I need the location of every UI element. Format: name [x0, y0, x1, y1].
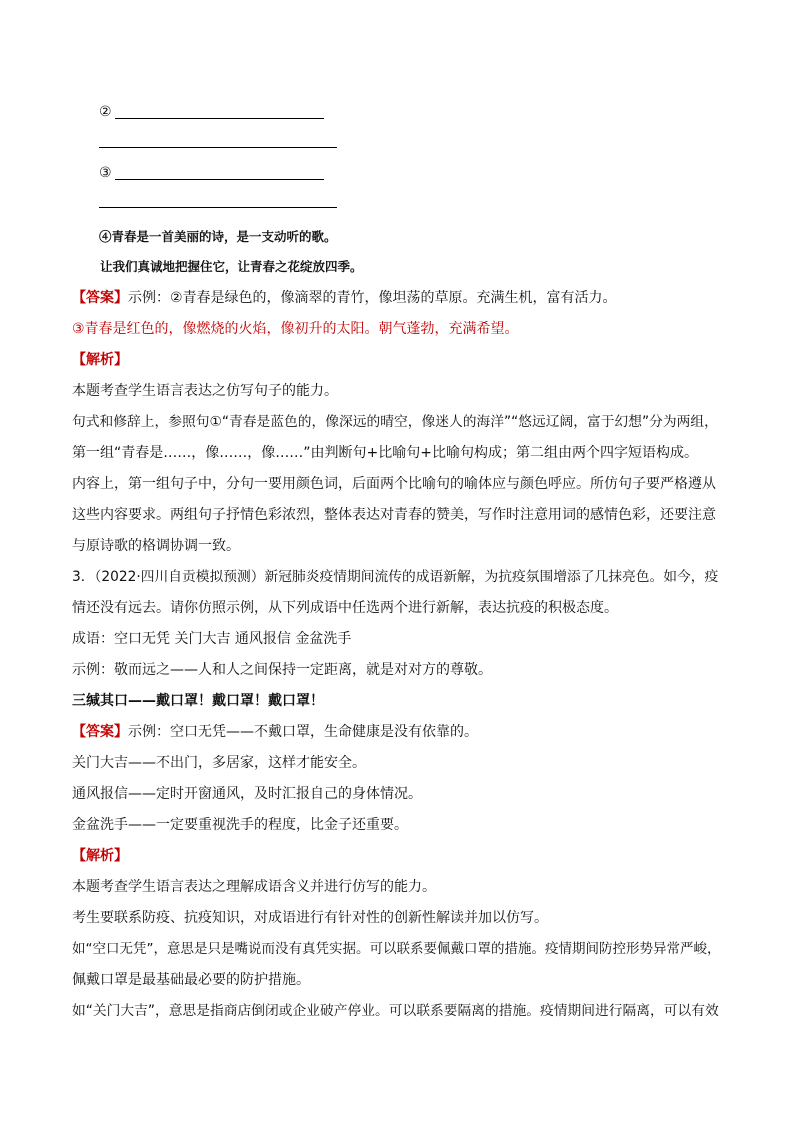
q3-stem-line-2: 情还没有远去。请你仿照示例，从下列成语中任选两个进行新解，表达抗疫的积极态度。 [72, 600, 618, 616]
q3-analysis-line-4: 佩戴口罩是最基础最必要的防护措施。 [72, 972, 310, 988]
q3-stem-line-1: 3．（2022·四川自贡模拟预测）新冠肺炎疫情期间流传的成语新解，为抗疫氛围增添了几抹亮色。如今，疫 [72, 569, 719, 585]
q2-analysis-line-1: 本题考查学生语言表达之仿写句子的能力。 [72, 383, 338, 399]
q3-answer-line-3: 通风报信——定时开窗通风，及时汇报自己的身体情况。 [72, 786, 422, 802]
q2-analysis-tag: 【解析】 [72, 352, 128, 368]
blank-3-line-a [115, 179, 324, 180]
q3-analysis-line-1: 本题考查学生语言表达之理解成语含义并进行仿写的能力。 [72, 879, 436, 895]
q2-answer-line-1 [72, 289, 617, 307]
q3-analysis-line-2: 考生要联系防疫、抗疫知识，对成语进行有针对性的创新性解读并加以仿写。 [72, 910, 548, 926]
q3-analysis-line-3: 如“空口无凭”，意思是只是嘴说而没有真凭实据。可以联系要佩戴口罩的措施。疫情期间防控形势异常严峻， [72, 941, 721, 957]
q2-answer-line-2: ③青春是红色的，像燃烧的火焰，像初升的太阳。朝气蓬勃，充满希望。 [72, 321, 519, 337]
q3-answer-tag: 【答案】 [72, 724, 128, 740]
q2-answer-text-1: 示例：②青春是绿色的，像滴翠的青竹，像坦荡的草原。充满生机，富有活力。 [128, 290, 617, 306]
q3-idioms: 成语：空口无凭 关门大吉 通风报信 金盆洗手 [72, 631, 352, 647]
poem-closing: 让我们真诚地把握住它，让青春之花绽放四季。 [100, 259, 363, 274]
q2-analysis-line-4: 内容上，第一组句子中，分句一要用颜色词，后面两个比喻句的喻体应与颜色呼应。所仿句子要严格遵从 [72, 476, 716, 492]
blank-2-marker: ② [99, 104, 112, 120]
q2-analysis-line-2: 句式和修辞上，参照句①“青春是蓝色的，像深远的晴空，像迷人的海洋”“悠远辽阔，富于幻想”分为两组， [72, 414, 718, 430]
blank-2-line-a [115, 118, 324, 119]
q2-answer-tag: 【答案】 [72, 290, 128, 306]
q3-analysis-tag: 【解析】 [72, 848, 128, 864]
q3-answer-line-4: 金盆洗手——一定要重视洗手的程度，比金子还重要。 [72, 817, 408, 833]
blank-2-line-b [99, 147, 337, 148]
q3-answer-line-2: 关门大吉——不出门，多居家，这样才能安全。 [72, 755, 366, 771]
blank-3-line-b [99, 207, 337, 208]
q3-analysis-line-5: 如“关门大吉”，意思是指商店倒闭或企业破产停业。可以联系要隔离的措施。疫情期间进行隔离，可以有效 [72, 1003, 719, 1019]
q3-example-2: 三缄其口——戴口罩！戴口罩！戴口罩！ [72, 693, 324, 709]
q2-analysis-line-5: 这些内容要求。两组句子抒情色彩浓烈，整体表达对青春的赞美，写作时注意用词的感情色彩，还要注意 [72, 507, 716, 523]
q2-analysis-line-6: 与原诗歌的格调协调一致。 [72, 538, 240, 554]
poem-line-4: ④青春是一首美丽的诗，是一支动听的歌。 [99, 229, 337, 244]
q2-analysis-line-3: 第一组“青春是……，像……，像……”由判断句+比喻句+比喻句构成；第二组由两个四字短语构成。 [72, 445, 698, 461]
q3-answer-line-1 [72, 723, 478, 741]
blank-3-marker: ③ [99, 165, 112, 181]
q3-example: 示例：敬而远之——人和人之间保持一定距离，就是对对方的尊敬。 [72, 662, 492, 678]
q3-answer-text-1: 示例：空口无凭——不戴口罩，生命健康是没有依靠的。 [128, 724, 478, 740]
